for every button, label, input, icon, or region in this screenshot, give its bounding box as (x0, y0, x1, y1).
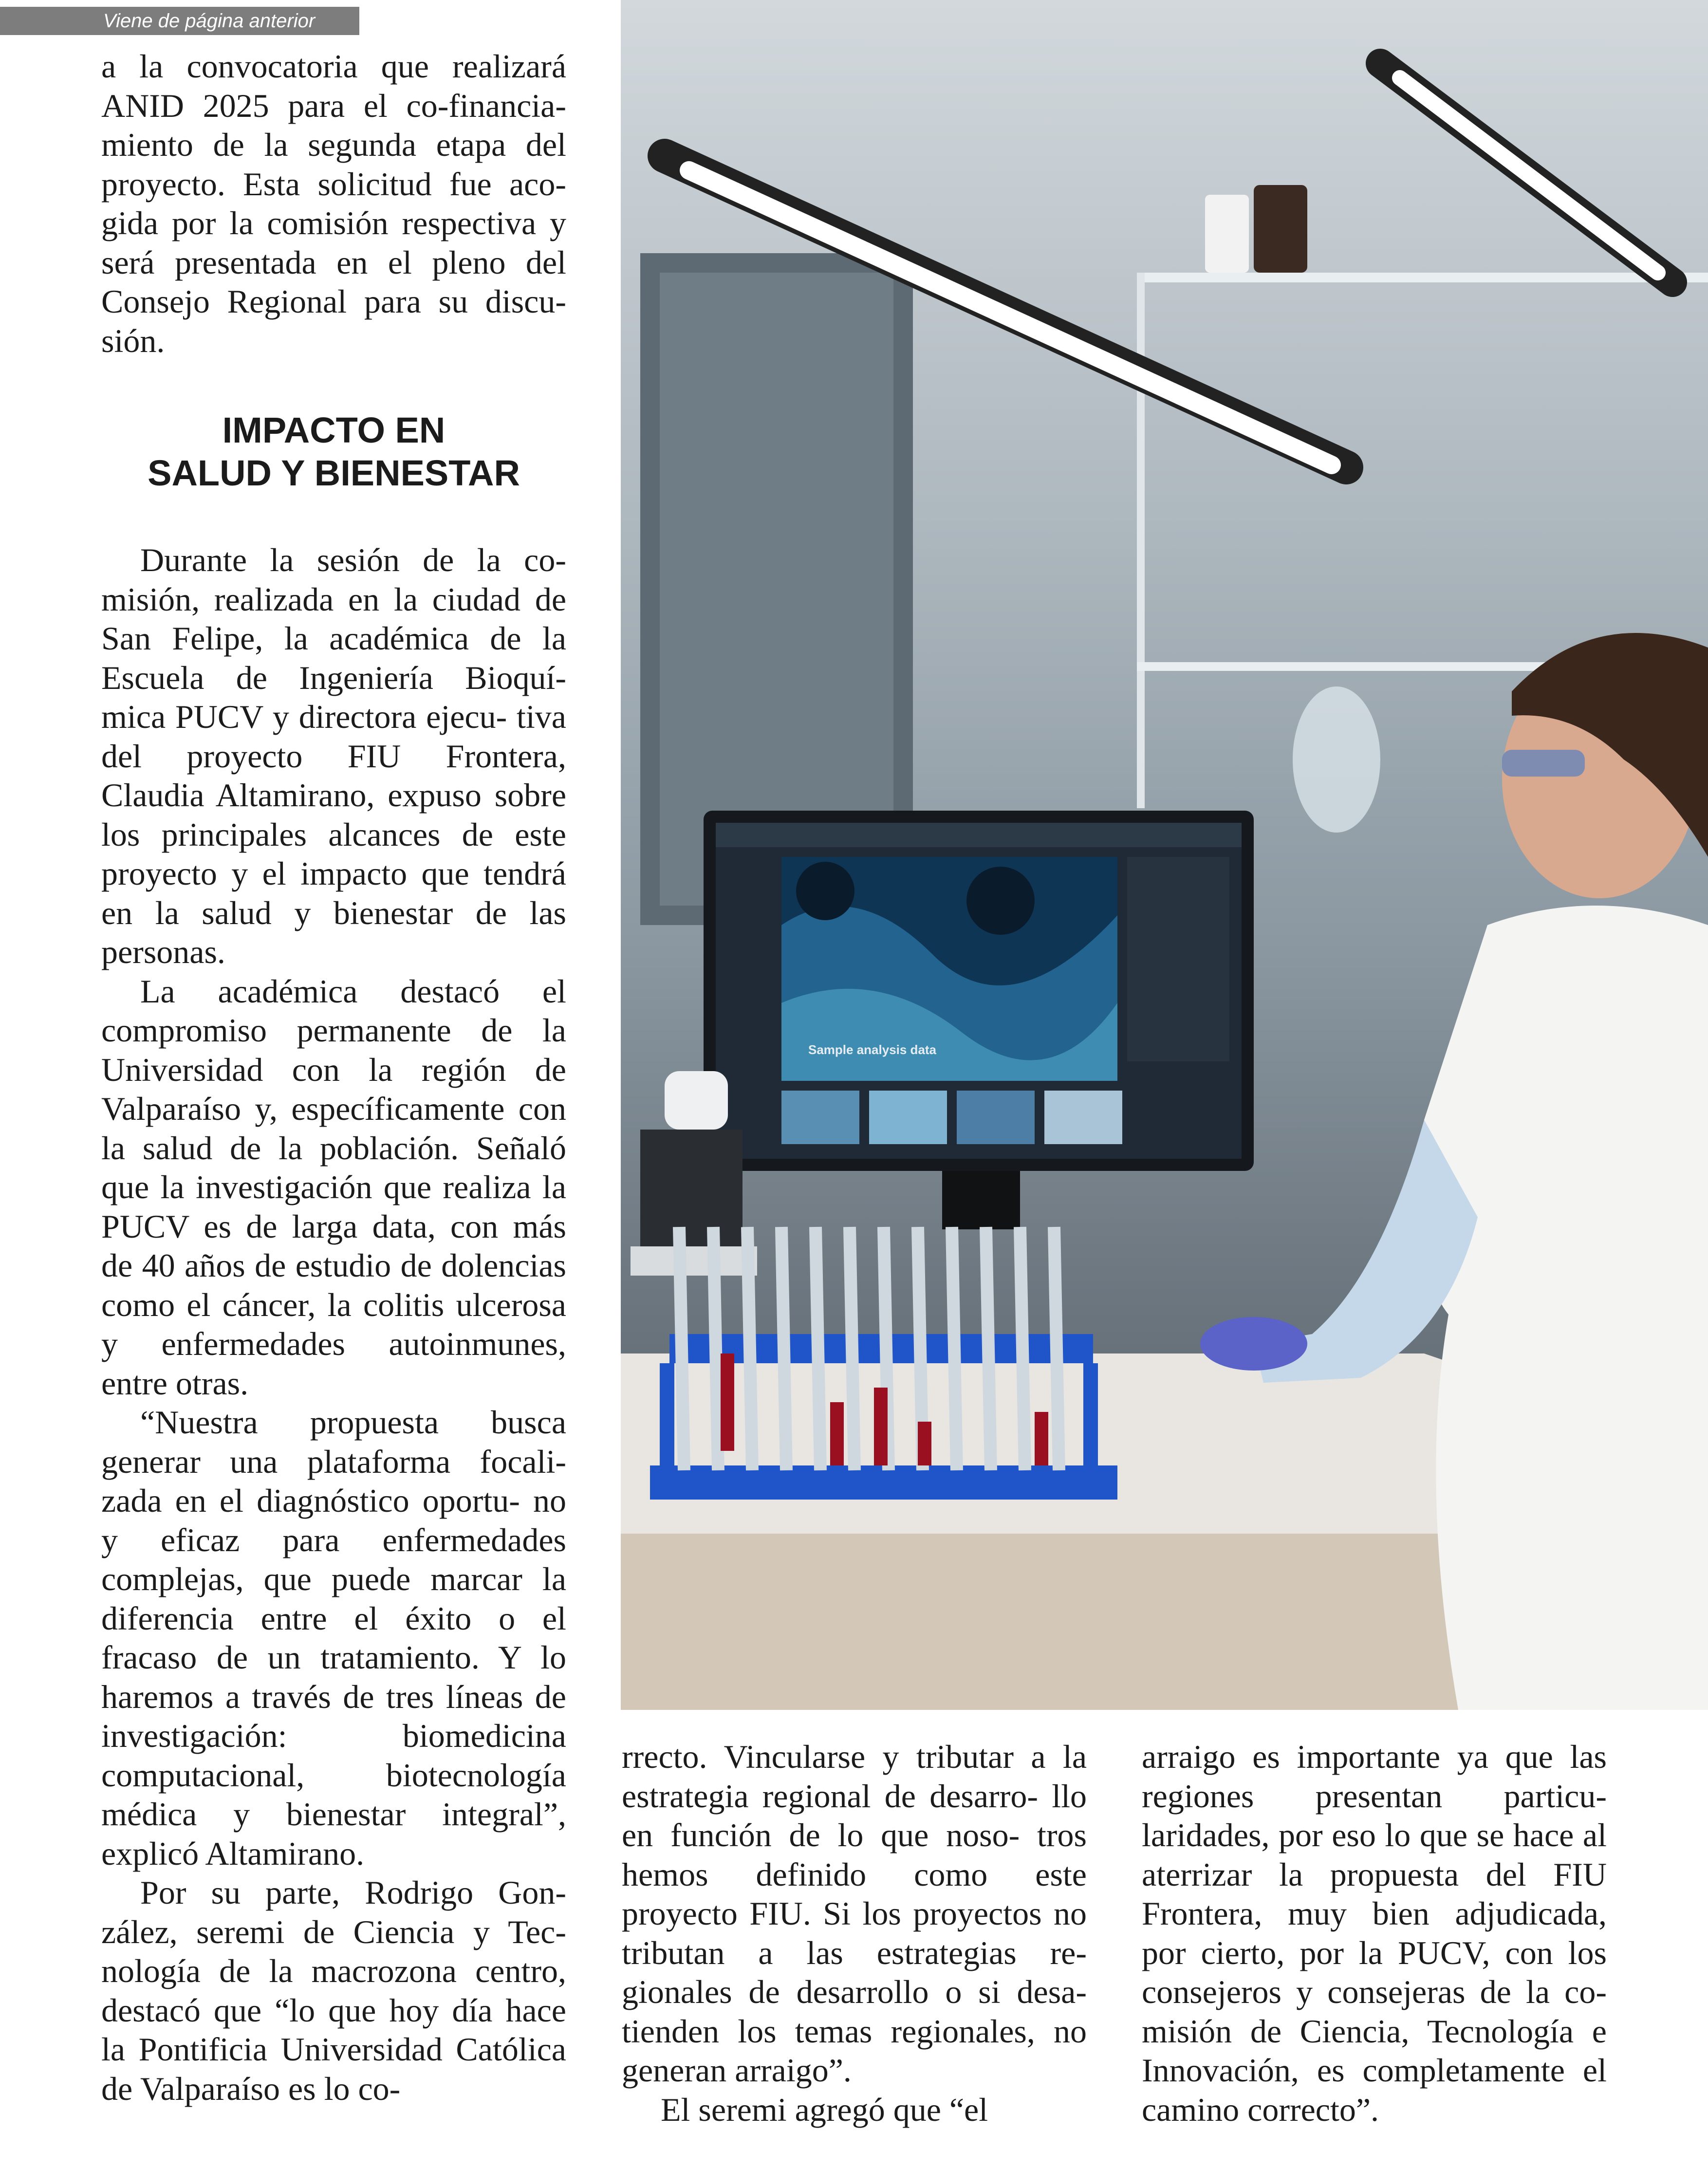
glass-funnel (1293, 686, 1380, 833)
article-column-3 (1142, 1737, 1607, 2129)
gloved-hand (1200, 1317, 1307, 1371)
article-paragraph: a la convocatoria que realizará ANID 2025 para el co-financia- miento de la segunda etapa del proyecto. Esta solicitud fue aco- gida por la comisión respectiva y será presentada en el pleno del Consejo Regional para su discu- sión. (101, 48, 566, 359)
test-tube-rack (650, 1227, 1117, 1500)
continued-from-previous-page: Viene de página anterior (0, 7, 359, 35)
article-paragraph: Durante la sesión de la co- misión, realizada en la ciudad de San Felipe, la académica de la Escuela de Ingeniería Bioquí- mica PUCV y directora ejecu- tiva del proyecto FIU Frontera, Claudia Altamirano, expuso sobre los principales alcances de este proyecto y el impacto que tendrá en la salud y bienestar de las personas. (101, 541, 566, 970)
section-heading (101, 409, 566, 495)
section-heading-line: IMPACTO EN (222, 410, 446, 450)
safety-glasses (1502, 750, 1585, 777)
article-column-2 (622, 1737, 1087, 2129)
article-column-1 (101, 47, 566, 2108)
section-heading-line: SALUD Y BIENESTAR (148, 453, 520, 493)
counter-cabinet (621, 1534, 1546, 1710)
shelf-post (1137, 273, 1145, 808)
reagent-bottle (1205, 195, 1249, 273)
article-paragraph: El seremi agregó que “el (661, 2091, 988, 2128)
lab-photo (621, 0, 1708, 1710)
article-paragraph: rrecto. Vincularse y tributar a la estrategia regional de desarro- llo en función de lo que noso- tros hemos definido como este proyecto FIU. Si los proyectos no tributan a las estrategias re- gionales de desarrollo o si desa- tienden los temas regionales, no generan arraigo”. (622, 1738, 1087, 2089)
upper-shelf (1137, 273, 1708, 282)
ceiling-lamp-right (1380, 63, 1672, 282)
article-paragraph: arraigo es importante ya que las regiones presentan particu- laridades, por eso lo que se hace al aterrizar la propuesta del FIU Frontera, muy bien adjudicada, por cierto, por la PUCV, con los consejeros y consejeras de la co- misión de Ciencia, Tecnología e Innovación, es completamente el camino correcto”. (1142, 1738, 1607, 2128)
amber-bottle (1254, 185, 1307, 273)
article-paragraph: Por su parte, Rodrigo Gon- zález, seremi de Ciencia y Tec- nología de la macrozona centro, destacó que “lo que hoy día hace la Pontificia Universidad Católica de Valparaíso es lo co- (101, 1874, 566, 2107)
computer-monitor (704, 811, 1254, 1229)
article-paragraph: “Nuestra propuesta busca generar una plataforma focali- zada en el diagnóstico oportu- no y eficaz para enfermedades complejas, que puede marcar la diferencia entre el éxito o el fracaso de un tratamiento. Y lo haremos a través de tres líneas de investigación: biomedicina computacional, biotecnología médica y bienestar integral”, explicó Altamirano. (101, 1404, 566, 1872)
screen-caption: Sample analysis data (808, 1042, 937, 1057)
article-paragraph: La académica destacó el compromiso permanente de la Universidad con la región de Valparaíso y, específicamente con la salud de la población. Señaló que la investigación que realiza la PUCV es de larga data, con más de 40 años de estudio de dolencias como el cáncer, la colitis ulcerosa y enfermedades autoinmunes, entre otras. (101, 972, 566, 1402)
lab-scene-illustration (621, 0, 1708, 1710)
